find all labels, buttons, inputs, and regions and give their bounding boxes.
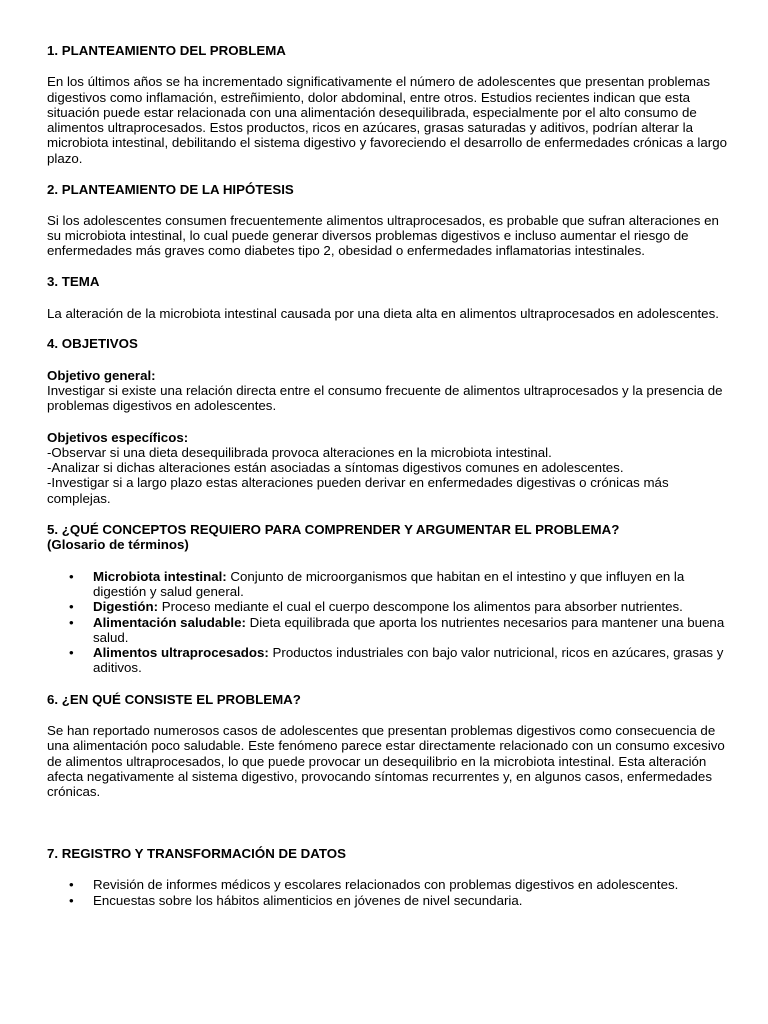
section-3-text: La alteración de la microbiota intestinal causada por una dieta alta en alimentos ultraprocesados en adolescentes. — [47, 305, 719, 321]
section-1-title: 1. PLANTEAMIENTO DEL PROBLEMA — [47, 43, 286, 58]
section-5-title — [47, 522, 728, 553]
specific-objective-item: -Analizar si dichas alteraciones están asociadas a síntomas digestivos comunes en adolescentes. — [47, 460, 624, 476]
glossary-term: Digestión: — [93, 599, 159, 615]
glossary-definition: Dieta equilibrada que aporta los nutrientes necesarios para mantener una buena salud. — [93, 614, 725, 645]
section-3 — [47, 274, 728, 321]
data-source-item: • Encuestas sobre los hábitos alimenticios en jóvenes de nivel secundaria. — [93, 893, 728, 908]
section-4 — [47, 336, 728, 506]
glossary-term: Alimentación saludable: — [93, 614, 246, 630]
glossary-definition: Conjunto de microorganismos que habitan en el intestino y que influyen en la digestión y salud general. — [93, 568, 685, 599]
data-source-item: • Revisión de informes médicos y escolares relacionados con problemas digestivos en adolescentes. — [93, 877, 728, 892]
glossary-item — [93, 615, 728, 646]
section-1-text: En los últimos años se ha incrementado significativamente el número de adolescentes que presentan problemas digestivos como inflamación, estreñimiento, dolor abdominal, entre otros. Estudios recientes indican que esta situación puede estar relacionada con una alimentación desequilibrada, especialmente por el alto consumo de alimentos ultraprocesados. Estos productos, ricos en azúcares, grasas saturadas y aditivos, podrían alterar la microbiota intestinal, debilitando el sistema digestivo y favoreciendo el desarrollo de enfermedades crónicas a largo plazo. — [47, 74, 727, 166]
section-5-title-main: 5. ¿QUÉ CONCEPTOS REQUIERO PARA COMPRENDER Y ARGUMENTAR EL PROBLEMA? — [47, 522, 620, 538]
section-3-title: 3. TEMA — [47, 274, 100, 290]
general-objective-label: Objetivo general: — [47, 367, 156, 383]
glossary-item — [93, 569, 728, 600]
glossary-item — [93, 599, 728, 614]
glossary-term: Alimentos ultraprocesados: — [93, 645, 269, 661]
section-6-text: Se han reportado numerosos casos de adolescentes que presentan problemas digestivos como consecuencia de una alimentación poco saludable. Este fenómeno parece estar directamente relacionado con un consumo excesivo de alimentos ultraprocesados, lo que puede provocar un desequilibrio en la microbiota intestinal. Esta alteración afecta negativamente al sistema digestivo, provocando síntomas recurrentes y, en algunos casos, enfermedades crónicas. — [47, 723, 725, 800]
data-sources-list — [47, 877, 728, 908]
glossary-list — [47, 569, 728, 676]
specific-objective-item: -Observar si una dieta desequilibrada provoca alteraciones en la microbiota intestinal. — [47, 444, 552, 460]
general-objective-text: Investigar si existe una relación directa entre el consumo frecuente de alimentos ultraprocesados y la presencia de problemas digestivos en adolescentes. — [47, 382, 723, 414]
section-1 — [47, 43, 728, 166]
specific-objective-item: -Investigar si a largo plazo estas alteraciones pueden derivar en enfermedades digestivas o crónicas más complejas. — [47, 475, 669, 506]
section-6 — [47, 692, 728, 800]
glossary-definition: Productos industriales con bajo valor nutricional, ricos en azúcares, grasas y aditivos. — [93, 645, 724, 676]
section-2-title: 2. PLANTEAMIENTO DE LA HIPÓTESIS — [47, 181, 294, 197]
general-objective — [47, 368, 728, 414]
glossary-definition: Proceso mediante el cual el cuerpo descompone los alimentos para absorber nutrientes. — [158, 599, 683, 615]
section-7-title: 7. REGISTRO Y TRANSFORMACIÓN DE DATOS — [47, 845, 346, 861]
glossary-item — [93, 645, 728, 676]
glossary-term: Microbiota intestinal: — [93, 568, 227, 584]
specific-objectives — [47, 430, 728, 506]
section-4-title: 4. OBJETIVOS — [47, 336, 138, 352]
specific-objectives-label: Objetivos específicos: — [47, 429, 189, 445]
section-2-text: Si los adolescentes consumen frecuentemente alimentos ultraprocesados, es probable que sufran alteraciones en su microbiota intestinal, lo cual puede generar diversos problemas digestivos e incluso aumentar el riesgo de enfermedades más graves como diabetes tipo 2, obesidad o enfermedades inflamatorias intestinales. — [47, 212, 719, 259]
section-5 — [47, 522, 728, 676]
section-7 — [47, 846, 728, 908]
section-5-subtitle: (Glosario de términos) — [47, 537, 189, 553]
section-2 — [47, 182, 728, 259]
vertical-spacer — [47, 815, 728, 846]
section-6-title: 6. ¿EN QUÉ CONSISTE EL PROBLEMA? — [47, 691, 301, 707]
